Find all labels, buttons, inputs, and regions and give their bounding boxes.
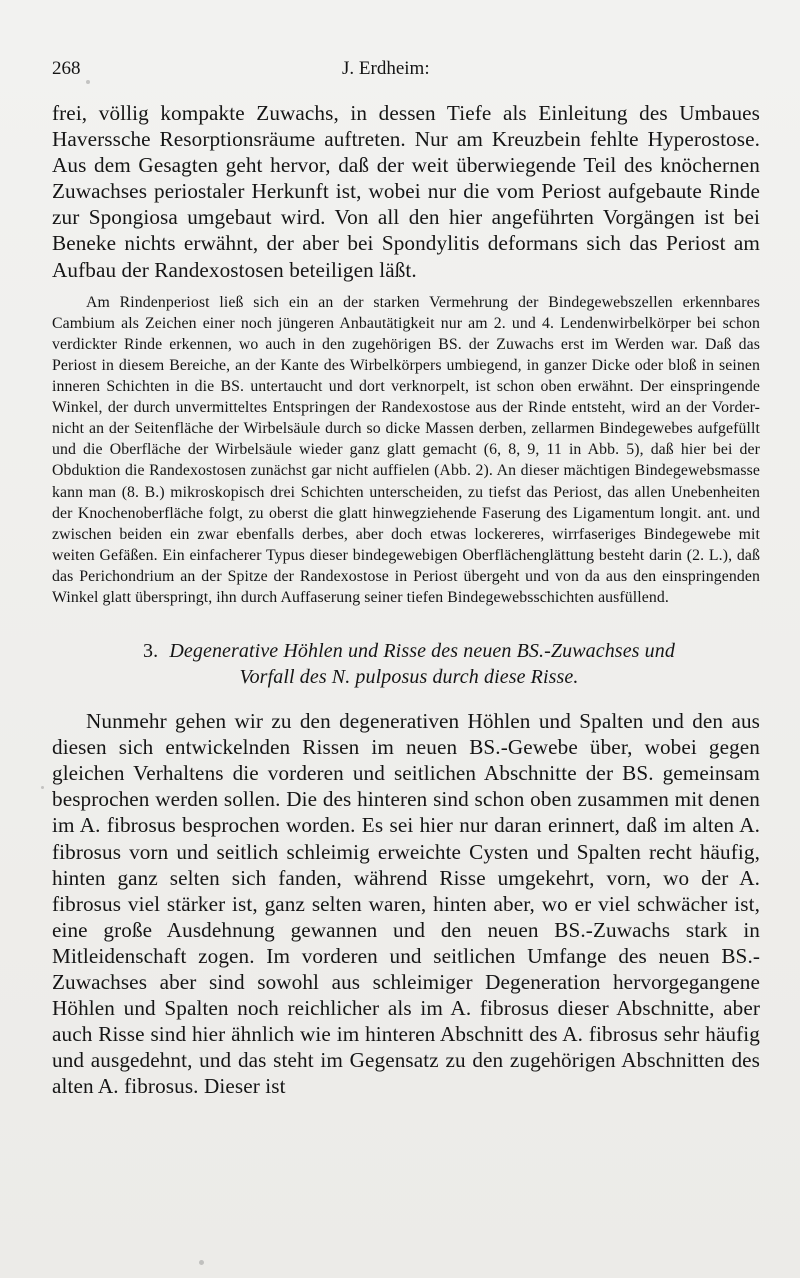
body-paragraph-1: frei, völlig kompakte Zuwachs, in dessen Tiefe als Einleitung des Umbaues Haverssche Resorptionsräume auftreten. Nur am Kreuzbein fehlte Hyperostose. Aus dem Gesagten geht hervor, daß der weit überwiegende Teil des knöchernen Zuwachses periostaler Herkunft ist, wobei nur die vom Periost aufgebaute Rinde zur Spongiosa umgebaut wird. Von all den hier angeführten Vorgängen ist bei Beneke nichts erwähnt, der aber bei Spondylitis deformans sich das Periost am Aufbau der Randexostosen beteiligen läßt. xyxy=(52,101,760,282)
page-number: 268 xyxy=(52,58,81,79)
section-title-line-1: Degenerative Höhlen und Risse des neuen BS.-Zuwachses und xyxy=(169,640,675,663)
body-paragraph-2: Nunmehr gehen wir zu den degenerativen Höhlen und Spalten und den aus diesen sich entwickelnden Rissen im neuen BS.-Gewebe über, wobei gegen gleichen Verhaltens die vorderen und seitlichen Abschnitte der BS. gemeinsam besprochen werden sollen. Die des hinteren sind schon oben zusammen mit denen im A. fibrosus besprochen worden. Es sei hier nur daran erinnert, daß im alten A. fibrosus vorn und seitlich schleimig erweichte Cysten und Spalten recht häufig, hinten ganz selten sich fanden, während Risse umgekehrt, vorn, wo der A. fibrosus viel stärker ist, ganz selten waren, hinten aber, wo er viel schwächer ist, eine große Ausdehnung gewannen und den neuen BS.-Zuwachs stark in Mitleidenschaft zogen. Im vorderen und seitlichen Umfange des neuen BS.-Zuwachses aber sind sowohl aus schleimiger Degeneration hervorgegangene Höhlen und Spalten noch reichlicher als im A. fibrosus dieser Abschnitte, aber auch Risse sind hier ähnlich wie im hinteren Abschnitt des A. fibrosus sehr häufig und ausgedehnt, und das steht im Gegensatz zu den zugehörigen Abschnitten des alten A. fibrosus. Dieser ist xyxy=(52,709,760,1099)
print-speck xyxy=(199,1260,204,1265)
main-text xyxy=(52,100,760,1099)
small-print-note xyxy=(52,292,760,608)
running-head: J. Erdheim: xyxy=(342,58,430,79)
print-speck xyxy=(41,786,44,789)
section-number: 3. xyxy=(143,640,159,663)
section-heading xyxy=(52,638,760,690)
page-header xyxy=(52,0,760,100)
section-title-line-2: Vorfall des N. pulposus durch diese Risse. xyxy=(239,666,579,689)
section-heading-line-1 xyxy=(80,638,738,664)
small-paragraph: Am Rindenperiost ließ sich ein an der starken Vermehrung der Bindegewebszellen erkennbares Cambium als Zeichen einer noch jüngeren Anbautätigkeit nur am 2. und 4. Lendenwirbelkörper bei schon verdickter Rinde erkennen, wo auch in den zugehörigen BS. der Zuwachs erst im Werden war. Daß das Periost in diesem Bereiche, an der Kante des Wirbelkörpers umbiegend, in ganzer Dicke oder bloß in seinen inneren Schichten in die BS. untertaucht und dort verknorpelt, ist schon oben erwähnt. Der einspringende Winkel, der durch unvermitteltes Entspringen der Randexostose aus der Rinde entsteht, wird an der Vorder- nicht an der Seitenfläche der Wirbelsäule durch so dicke Massen derben, zellarmen Bindegewebes aufgefüllt und die Oberfläche der Wirbelsäule wieder ganz glatt gemacht (6, 8, 9, 11 in Abb. 5), daß hier bei der Obduktion die Randexostosen zunächst gar nicht auffielen (Abb. 2). An dieser mächtigen Bindegewebsmasse kann man (8. B.) mikroskopisch drei Schichten unterscheiden, zu tiefst das Periost, das allen Unebenheiten der Knochenoberfläche folgt, zu oberst die glatt hinwegziehende Faserung des Ligamentum longit. ant. und zwischen beiden ein zwar ebenfalls derbes, aber doch etwas lockereres, wirrfaseriges Bindegewebe mit weiten Gefäßen. Ein einfacherer Typus dieser bindegewebigen Oberflächenglättung besteht darin (2. L.), daß das Perichondrium an der Spitze der Randexostose in Periost übergeht und von da aus den einspringenden Winkel glatt überspringt, ihn durch Auffaserung seiner tiefen Bindegewebsschichten ausfüllend. xyxy=(52,293,760,606)
